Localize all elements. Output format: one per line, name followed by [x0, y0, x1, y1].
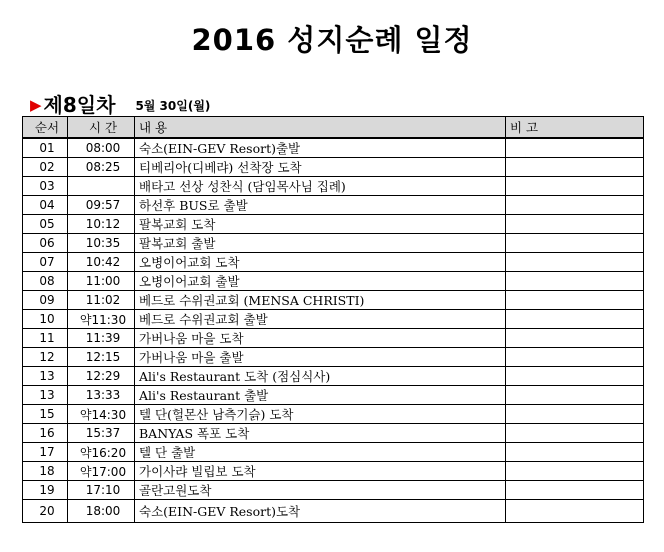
cell-content: 배타고 선상 성찬식 (담임목사님 집례) [135, 177, 506, 196]
table-header-row [23, 117, 644, 139]
cell-seq: 01 [23, 138, 68, 158]
table-row [23, 405, 644, 424]
cell-content: 베드로 수위권교회 (MENSA CHRISTI) [135, 291, 506, 310]
cell-note [506, 177, 644, 196]
cell-time: 15:37 [68, 424, 135, 443]
triangle-marker-icon: ▶ [30, 96, 42, 114]
header-seq: 순서 [23, 117, 68, 139]
cell-seq: 02 [23, 158, 68, 177]
cell-content: 하선후 BUS로 출발 [135, 196, 506, 215]
cell-time: 08:00 [68, 138, 135, 158]
cell-seq: 10 [23, 310, 68, 329]
cell-time: 10:12 [68, 215, 135, 234]
cell-time: 17:10 [68, 481, 135, 500]
cell-note [506, 196, 644, 215]
cell-note [506, 348, 644, 367]
cell-seq: 15 [23, 405, 68, 424]
table-row [23, 177, 644, 196]
cell-seq: 20 [23, 500, 68, 523]
cell-note [506, 158, 644, 177]
table-row [23, 215, 644, 234]
cell-time: 약14:30 [68, 405, 135, 424]
cell-time: 13:33 [68, 386, 135, 405]
cell-content: 오병이어교회 도착 [135, 253, 506, 272]
cell-seq: 07 [23, 253, 68, 272]
table-row [23, 158, 644, 177]
cell-note [506, 481, 644, 500]
cell-note [506, 234, 644, 253]
page-title: 2016 성지순례 일정 [191, 23, 473, 57]
table-row [23, 138, 644, 158]
header-time: 시 간 [68, 117, 135, 139]
table-row [23, 367, 644, 386]
cell-content: 티베리아(디베랴) 선착장 도착 [135, 158, 506, 177]
cell-time: 약17:00 [68, 462, 135, 481]
cell-content: Ali's Restaurant 도착 (점심식사) [135, 367, 506, 386]
table-row [23, 234, 644, 253]
day-date: 5월 30일(월) [135, 99, 211, 113]
cell-content: 숙소(EIN-GEV Resort)도착 [135, 500, 506, 523]
cell-content: 가버나움 마을 출발 [135, 348, 506, 367]
schedule-table [22, 116, 644, 523]
cell-note [506, 138, 644, 158]
table-row [23, 291, 644, 310]
cell-seq: 17 [23, 443, 68, 462]
cell-time: 12:29 [68, 367, 135, 386]
cell-seq: 11 [23, 329, 68, 348]
cell-time: 11:00 [68, 272, 135, 291]
table-row [23, 329, 644, 348]
cell-content: 가이사랴 빌립보 도착 [135, 462, 506, 481]
schedule-body [23, 138, 644, 523]
cell-note [506, 310, 644, 329]
table-row [23, 310, 644, 329]
cell-note [506, 386, 644, 405]
cell-note [506, 329, 644, 348]
cell-seq: 04 [23, 196, 68, 215]
cell-time: 08:25 [68, 158, 135, 177]
cell-seq: 06 [23, 234, 68, 253]
cell-note [506, 272, 644, 291]
cell-time: 약11:30 [68, 310, 135, 329]
header-note: 비 고 [506, 117, 644, 139]
cell-time: 12:15 [68, 348, 135, 367]
table-row [23, 481, 644, 500]
table-row [23, 443, 644, 462]
cell-seq: 03 [23, 177, 68, 196]
table-row [23, 272, 644, 291]
header-content: 내 용 [135, 117, 506, 139]
cell-note [506, 253, 644, 272]
table-row [23, 253, 644, 272]
cell-content: 골란고원도착 [135, 481, 506, 500]
cell-seq: 08 [23, 272, 68, 291]
cell-seq: 13 [23, 367, 68, 386]
cell-note [506, 462, 644, 481]
cell-seq: 05 [23, 215, 68, 234]
cell-content: 가버나움 마을 도착 [135, 329, 506, 348]
cell-note [506, 424, 644, 443]
cell-content: 숙소(EIN-GEV Resort)출발 [135, 138, 506, 158]
cell-seq: 19 [23, 481, 68, 500]
table-row [23, 462, 644, 481]
cell-time: 18:00 [68, 500, 135, 523]
cell-note [506, 443, 644, 462]
cell-content: 오병이어교회 출발 [135, 272, 506, 291]
cell-note [506, 405, 644, 424]
cell-note [506, 215, 644, 234]
cell-note [506, 291, 644, 310]
table-row [23, 424, 644, 443]
cell-seq: 09 [23, 291, 68, 310]
cell-time [68, 177, 135, 196]
cell-content: BANYAS 폭포 도착 [135, 424, 506, 443]
table-row [23, 500, 644, 523]
cell-seq: 16 [23, 424, 68, 443]
cell-content: 팔복교회 도착 [135, 215, 506, 234]
cell-content: 베드로 수위권교회 출발 [135, 310, 506, 329]
cell-content: 텔 단(헐몬산 남측기슭) 도착 [135, 405, 506, 424]
table-row [23, 348, 644, 367]
cell-seq: 12 [23, 348, 68, 367]
cell-seq: 18 [23, 462, 68, 481]
cell-content: Ali's Restaurant 출발 [135, 386, 506, 405]
cell-time: 09:57 [68, 196, 135, 215]
table-row [23, 386, 644, 405]
day-header [30, 90, 210, 116]
cell-time: 약16:20 [68, 443, 135, 462]
cell-seq: 13 [23, 386, 68, 405]
cell-note [506, 367, 644, 386]
cell-time: 10:35 [68, 234, 135, 253]
cell-content: 텔 단 출발 [135, 443, 506, 462]
day-label: 제8일차 [43, 93, 116, 117]
cell-time: 10:42 [68, 253, 135, 272]
cell-note [506, 500, 644, 523]
cell-time: 11:02 [68, 291, 135, 310]
table-row [23, 196, 644, 215]
cell-time: 11:39 [68, 329, 135, 348]
cell-content: 팔복교회 출발 [135, 234, 506, 253]
